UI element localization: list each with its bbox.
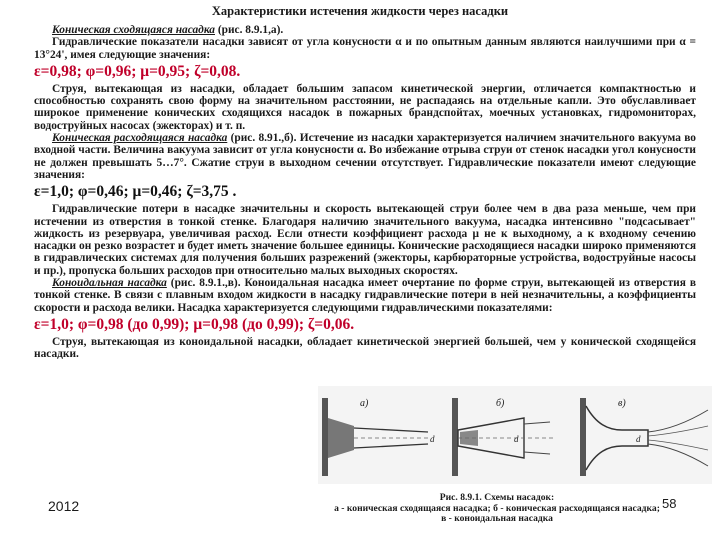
coefficients-divergent: ε=1,0; φ=0,46; μ=0,46; ζ=3,75 . bbox=[34, 183, 237, 201]
caption-title: Рис. 8.9.1. Схемы насадок: bbox=[439, 492, 555, 503]
label-c: в) bbox=[618, 398, 626, 409]
tank-wall-a bbox=[322, 398, 328, 476]
section-convergent bbox=[34, 24, 696, 36]
nozzle-schemes-figure bbox=[318, 386, 712, 484]
tank-wall-b bbox=[452, 398, 458, 476]
paragraph-conoidal-intro: (рис. 8.9.1.,в). Коноидальная насадка имеет очертание по форме струи, вытекающей из отверстия в тонкой стенке. В связи с плавным входом жидкости в насадку гидравлические потери в ней незначительны, а коэффициенты скорости и расхода велики. Насадка характеризуется следующими гидравлическими показателями: bbox=[34, 277, 696, 314]
figure-caption bbox=[282, 493, 712, 525]
coefficients-conoidal: ε=1,0; φ=0,98 (до 0,99); μ=0,98 (до 0,99); ζ=0,06. bbox=[34, 315, 355, 333]
page-title: Характеристики истечения жидкости через насадки bbox=[211, 4, 509, 18]
tank-wall-c bbox=[580, 398, 586, 476]
heading-conoidal-nozzle: Коноидальная насадка bbox=[52, 277, 167, 290]
label-d-b: d bbox=[514, 434, 519, 444]
content-body bbox=[34, 24, 696, 361]
section-conoidal bbox=[34, 277, 696, 314]
label-b: б) bbox=[496, 398, 505, 409]
caption-line-2: в - коноидальная насадка bbox=[441, 513, 553, 524]
label-d-c: d bbox=[636, 434, 641, 444]
paragraph-convergent-intro: Гидравлические показатели насадки зависят от угла конусности α и по опытным данным являются наилучшими при α = 13°24', имея следующие значения: bbox=[34, 36, 696, 61]
paragraph-conoidal-jet: Струя, вытекающая из коноидальной насадки, обладает кинетической энергией большей, чем у конической сходящейся насадки. bbox=[34, 335, 696, 361]
section-divergent bbox=[34, 132, 696, 181]
paragraph-divergent-losses: Гидравлические потери в насадке значительны и скорость вытекающей струи более чем в два раза меньше, чем при истечении из отверстия в тонкой стенке. Благодаря наличию значительного вакуума, насадка интенсивно "подсасывает" жидкость из резервуара, увеличивая расход. Если отнести коэффициент расхода μ не к выходному, а к входному сечению насадки он резко возрастет и будет иметь значение большее единицы. Конические расходящиеся насадки широко применяются в гидравлических системах для получения больших разрежений (эжекторы, карбюраторные устройства, водоструйные насосы и пр.), пропуска больших расходов при относительно малых выходных скоростях. bbox=[34, 203, 696, 277]
paragraph-divergent-intro: (рис. 8.91.,б). Истечение из насадки характеризуется наличием значительного вакуума во входной части. Величина вакуума зависит от угла конусности α. Во избежание отрыва струи от стенок насадки угол конусности не должен превышать 5…7°. Сжатие струи в выходном сечении отсутствует. Гидравлические показатели имеют следующие значения: bbox=[34, 132, 696, 181]
heading-convergent-nozzle: Коническая сходящаяся насадка bbox=[52, 24, 215, 36]
ref-convergent: (рис. 8.9.1,а). bbox=[215, 24, 284, 36]
label-d-a: d bbox=[430, 434, 435, 444]
coefficients-convergent: ε=0,98; φ=0,96; μ=0,95; ζ=0,08. bbox=[34, 62, 241, 80]
caption-line-1: а - коническая сходящаяся насадка; б - коническая расходящаяся насадка; bbox=[334, 502, 660, 514]
footer-year: 2012 bbox=[48, 498, 80, 514]
slide-number: 58 bbox=[662, 496, 677, 511]
paragraph-convergent-jet: Струя, вытекающая из насадки, обладает большим запасом кинетической энергии, отличается компактностью и способностью сохранять свою форму на значительном расстоянии, не распадаясь на отдельные капли. Это обуславливает широкое применение конических сходящихся насадок в пожарных брандспойтах, моечных установках, гидромониторах, водоструйных насосах (эжекторах) и т. п. bbox=[34, 82, 696, 132]
label-a: а) bbox=[360, 398, 369, 409]
heading-divergent-nozzle: Коническая расходящаяся насадка bbox=[52, 132, 228, 145]
